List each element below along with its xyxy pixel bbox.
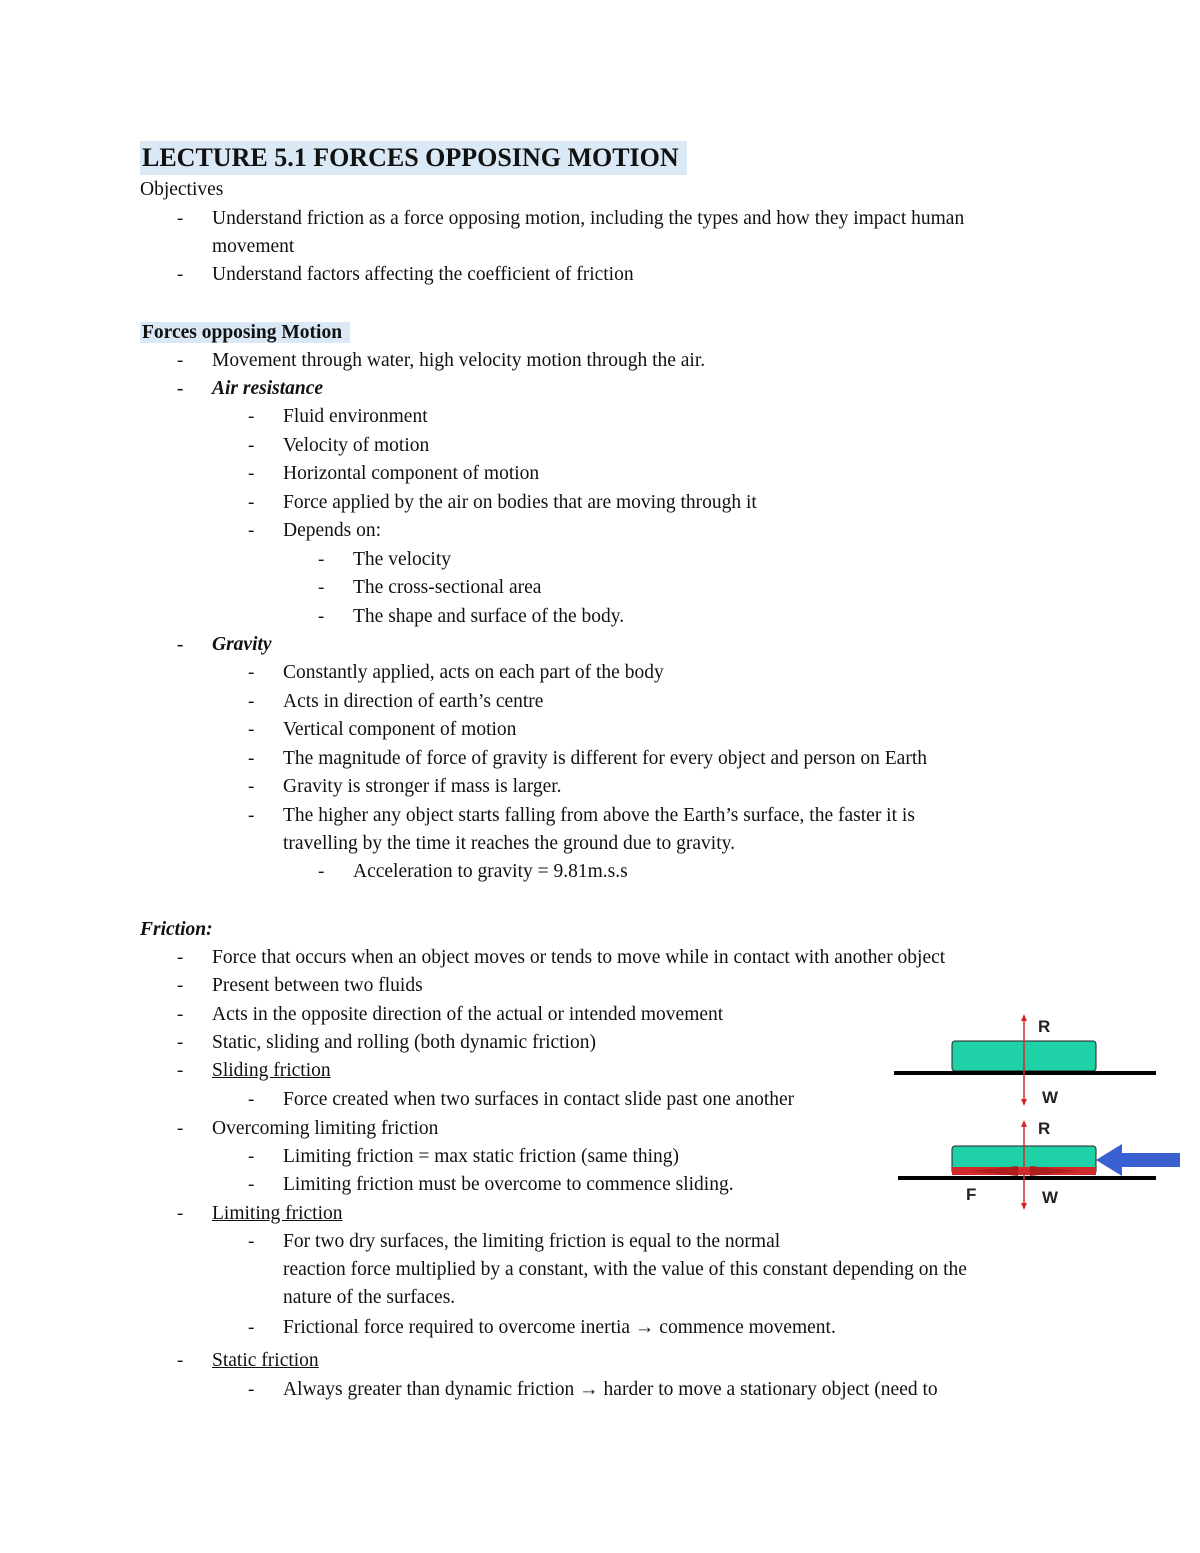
- list-item: Constantly applied, acts on each part of the body: [283, 662, 664, 683]
- push-arrow-icon: [1096, 1144, 1180, 1176]
- list-item: The shape and surface of the body.: [353, 606, 625, 627]
- bullet-dash: -: [177, 1004, 184, 1025]
- section-heading: [140, 319, 350, 347]
- list-item: Movement through water, high velocity motion through the air.: [212, 350, 706, 371]
- bullet-dash: -: [248, 1317, 255, 1338]
- list-item: The velocity: [353, 549, 452, 570]
- list-item-cont: travelling by the time it reaches the ground due to gravity.: [283, 833, 735, 854]
- list-item: The higher any object starts falling from above the Earth’s surface, the faster it is: [283, 805, 915, 826]
- label-r-bottom: R: [1038, 1119, 1051, 1138]
- bullet-dash: -: [248, 719, 255, 740]
- list-item: Vertical component of motion: [283, 719, 517, 740]
- list-item: Present between two fluids: [212, 975, 423, 996]
- friction-heading: Friction:: [140, 919, 213, 940]
- air-resistance-label: Air resistance: [212, 378, 324, 399]
- bullet-dash: -: [318, 861, 325, 882]
- arrow-up-icon: [1021, 1120, 1027, 1127]
- bullet-dash: -: [248, 463, 255, 484]
- bullet-dash: -: [248, 435, 255, 456]
- bullet-dash: -: [177, 947, 184, 968]
- arrow-up-icon: [1021, 1014, 1027, 1021]
- bullet-dash: -: [177, 378, 184, 399]
- list-item: Acceleration to gravity = 9.81m.s.s: [353, 861, 628, 882]
- list-item: Limiting friction = max static friction (same thing): [283, 1146, 680, 1167]
- bullet-dash: -: [177, 264, 184, 285]
- bullet-dash: -: [248, 662, 255, 683]
- bullet-dash: -: [248, 1146, 255, 1167]
- list-item: Horizontal component of motion: [283, 463, 540, 484]
- bullet-dash: -: [177, 208, 184, 229]
- list-item: Fluid environment: [283, 406, 428, 427]
- bullet-dash: -: [177, 350, 184, 371]
- list-item: Velocity of motion: [283, 435, 430, 456]
- bullet-dash: -: [318, 577, 325, 598]
- objective-item-cont: movement: [212, 236, 295, 257]
- bullet-dash: -: [177, 975, 184, 996]
- friction-diagram: [890, 1010, 1190, 1220]
- bullet-dash: -: [248, 1174, 255, 1195]
- bullet-dash: -: [248, 520, 255, 541]
- arrow-down-icon: [1021, 1099, 1027, 1106]
- list-item-cont: reaction force multiplied by a constant, with the value of this constant depending on the: [283, 1259, 967, 1280]
- label-w-bottom: W: [1042, 1188, 1059, 1207]
- objective-item: Understand friction as a force opposing motion, including the types and how they impact human: [212, 208, 965, 229]
- bullet-dash: -: [248, 748, 255, 769]
- bullet-dash: -: [177, 634, 184, 655]
- list-item: Frictional force required to overcome inertia → commence movement.: [283, 1317, 836, 1338]
- bullet-dash: -: [177, 1203, 184, 1224]
- list-item: Always greater than dynamic friction → harder to move a stationary object (need to: [283, 1379, 938, 1400]
- static-friction-label: Static friction: [212, 1350, 319, 1371]
- list-item: Overcoming limiting friction: [212, 1118, 439, 1139]
- list-item-cont: nature of the surfaces.: [283, 1287, 456, 1308]
- bullet-dash: -: [177, 1118, 184, 1139]
- bullet-dash: -: [318, 549, 325, 570]
- objective-item: Understand factors affecting the coefficient of friction: [212, 264, 634, 285]
- bullet-dash: -: [248, 406, 255, 427]
- arrow-down-icon: [1021, 1203, 1027, 1210]
- label-w-top: W: [1042, 1088, 1059, 1107]
- bullet-dash: -: [248, 691, 255, 712]
- bullet-dash: -: [177, 1350, 184, 1371]
- label-f-bottom: F: [966, 1185, 977, 1204]
- list-item: Limiting friction must be overcome to commence sliding.: [283, 1174, 734, 1195]
- list-item: Force applied by the air on bodies that are moving through it: [283, 492, 757, 513]
- bullet-dash: -: [248, 492, 255, 513]
- list-item: For two dry surfaces, the limiting friction is equal to the normal: [283, 1231, 781, 1252]
- page-title: LECTURE 5.1 FORCES OPPOSING MOTION: [140, 141, 687, 175]
- label-r-top: R: [1038, 1017, 1051, 1036]
- list-item: Force created when two surfaces in contact slide past one another: [283, 1089, 795, 1110]
- list-item: The cross-sectional area: [353, 577, 542, 598]
- objectives-heading: Objectives: [140, 179, 224, 200]
- list-item: Gravity is stronger if mass is larger.: [283, 776, 562, 797]
- bullet-dash: -: [248, 1231, 255, 1252]
- sliding-friction-label: Sliding friction: [212, 1060, 331, 1081]
- bullet-dash: -: [318, 606, 325, 627]
- bullet-dash: -: [177, 1032, 184, 1053]
- list-item: Depends on:: [283, 520, 382, 541]
- list-item: Static, sliding and rolling (both dynamic friction): [212, 1032, 596, 1053]
- limiting-friction-label: Limiting friction: [212, 1203, 343, 1224]
- forces-heading: Forces opposing Motion: [140, 322, 350, 343]
- bullet-dash: -: [177, 1060, 184, 1081]
- bullet-dash: -: [248, 1089, 255, 1110]
- list-item: Acts in the opposite direction of the actual or intended movement: [212, 1004, 724, 1025]
- bullet-dash: -: [248, 1379, 255, 1400]
- list-item: Acts in direction of earth’s centre: [283, 691, 544, 712]
- list-item: The magnitude of force of gravity is different for every object and person on Earth: [283, 748, 927, 769]
- bullet-dash: -: [248, 805, 255, 826]
- gravity-label: Gravity: [212, 634, 272, 655]
- list-item: Force that occurs when an object moves or tends to move while in contact with another object: [212, 947, 946, 968]
- bullet-dash: -: [248, 776, 255, 797]
